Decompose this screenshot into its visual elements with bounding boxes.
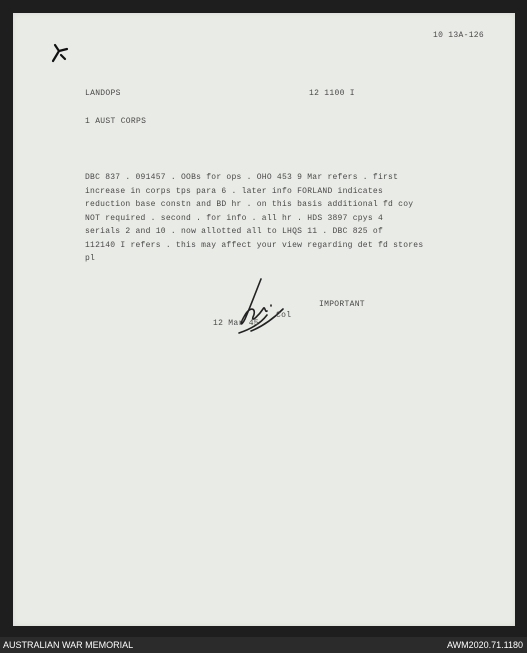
addressee: 1 AUST CORPS <box>85 117 147 126</box>
destination: LANDOPS <box>85 89 121 98</box>
body-line: increase in corps tps para 6 . later info FORLAND indicates <box>85 186 383 196</box>
document-date: 12 Mar 45 <box>213 319 259 328</box>
date-time-group: 12 1100 I <box>309 89 355 98</box>
body-line: 112140 I refers . this may affect your view regarding det fd stores <box>85 240 424 250</box>
document-reference: 10 13A-126 <box>433 31 485 40</box>
signature-title: Col <box>276 311 292 320</box>
institution-label: AUSTRALIAN WAR MEMORIAL <box>3 638 133 653</box>
document-page <box>13 13 515 626</box>
body-line: reduction base constn and BD hr . on this basis additional fd coy <box>85 200 414 209</box>
body-line: serials 2 and 10 . now allotted all to LHQS 11 . DBC 825 of <box>85 227 383 236</box>
body-line: pl <box>85 254 96 263</box>
body-line: DBC 837 . 091457 . OOBs for ops . OHO 453 9 Mar refers . first <box>85 173 399 182</box>
priority-label: IMPORTANT <box>319 300 365 309</box>
accession-number: AWM2020.71.1180 <box>447 638 523 653</box>
message-body <box>85 171 505 266</box>
body-line: NOT required . second . for info . all hr . HDS 3897 cpys 4 <box>85 213 383 223</box>
handwritten-mark-icon <box>49 41 73 67</box>
